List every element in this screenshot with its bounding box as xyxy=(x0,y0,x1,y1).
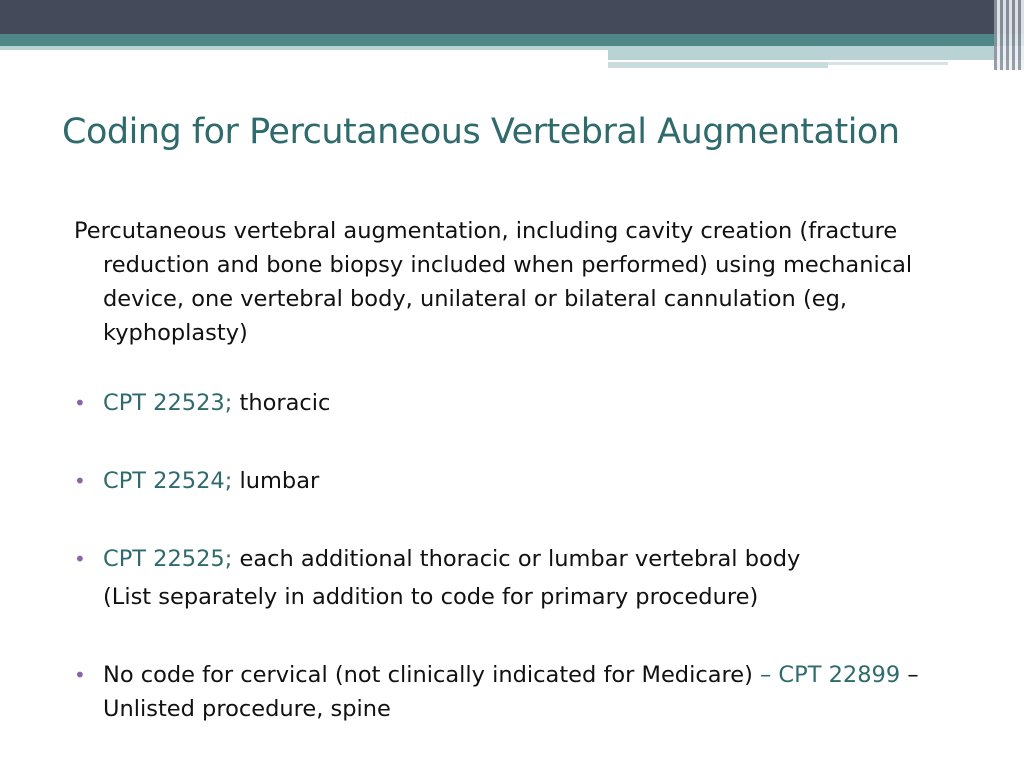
bullet-icon: • xyxy=(74,663,86,687)
intro-paragraph: Percutaneous vertebral augmentation, including cavity creation (fracture reduction and bone biopsy included when performed) using mechanical device, one vertebral body, unilateral or bilateral cannulation (eg, kyphoplasty) xyxy=(74,218,913,346)
item-text: each additional thoracic or lumbar vertebral body xyxy=(232,546,801,572)
dash: – xyxy=(760,662,779,688)
bullet-icon: • xyxy=(74,391,86,415)
slide-title: Coding for Percutaneous Vertebral Augmentation xyxy=(62,112,900,152)
bullet-icon: • xyxy=(74,547,86,571)
dash: – xyxy=(900,662,919,688)
bullet-item-22523 xyxy=(74,386,954,420)
slide-body xyxy=(74,214,954,726)
cpt-code: CPT 22525; xyxy=(103,546,233,572)
bullet-item-22524 xyxy=(74,464,954,498)
cpt-code: CPT 22524; xyxy=(103,468,233,494)
bullet-item-22525 xyxy=(74,542,954,576)
header-stripes-decoration xyxy=(994,0,1024,70)
bullet-icon: • xyxy=(74,469,86,493)
header-light-band-right xyxy=(608,46,1024,60)
item-text: thoracic xyxy=(232,390,331,416)
header-bar xyxy=(0,0,1024,34)
item-subtext: (List separately in addition to code for primary procedure) xyxy=(103,584,759,610)
header-light-band-step xyxy=(608,62,828,68)
cpt-code: CPT 22523; xyxy=(103,390,233,416)
item-text: Unlisted procedure, spine xyxy=(103,696,391,722)
header-light-band-step-thin xyxy=(828,62,948,65)
header-light-band xyxy=(0,46,608,50)
cpt-code: CPT 22899 xyxy=(778,662,901,688)
header-accent-band xyxy=(0,34,1024,46)
bullet-item-cervical xyxy=(74,658,954,726)
item-text: lumbar xyxy=(232,468,320,494)
item-prefix: No code for cervical (not clinically indicated for Medicare) xyxy=(103,662,761,688)
